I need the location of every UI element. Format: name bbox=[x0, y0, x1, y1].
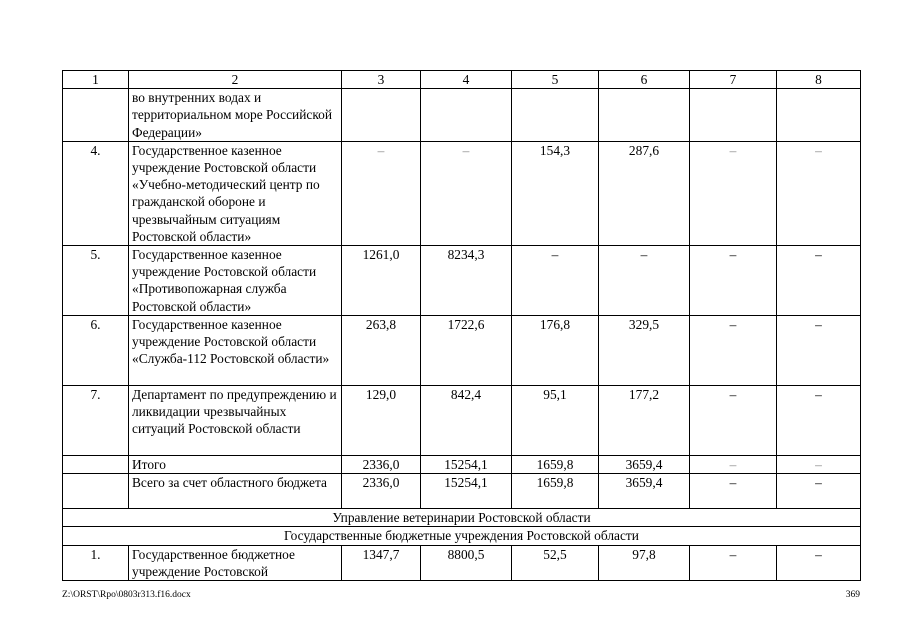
cell-col6: 177,2 bbox=[599, 386, 690, 456]
row-number bbox=[63, 474, 129, 509]
table-row-total bbox=[63, 456, 861, 474]
row-name: Государственное казенное учреждение Ростовской области «Учебно-методический центр по гражданской обороне и чрезвычайным ситуациям Ростовской области» bbox=[129, 141, 342, 245]
cell-col7: – bbox=[690, 316, 777, 386]
row-name: Департамент по предупреждению и ликвидации чрезвычайных ситуаций Ростовской области bbox=[129, 386, 342, 456]
cell-col3: – bbox=[342, 141, 421, 245]
cell-col4: 8800,5 bbox=[421, 545, 512, 580]
row-name: Государственное бюджетное учреждение Ростовской bbox=[129, 545, 342, 580]
row-name: Итого bbox=[129, 456, 342, 474]
cell-col7: – bbox=[690, 545, 777, 580]
section-row bbox=[63, 509, 861, 527]
header-row bbox=[63, 71, 861, 89]
header-cell: 1 bbox=[63, 71, 129, 89]
cell-col4: 842,4 bbox=[421, 386, 512, 456]
table-row bbox=[63, 316, 861, 386]
table-row bbox=[63, 545, 861, 580]
cell-col6: 287,6 bbox=[599, 141, 690, 245]
row-number: 5. bbox=[63, 246, 129, 316]
header-cell: 5 bbox=[512, 71, 599, 89]
table-row bbox=[63, 386, 861, 456]
header-cell: 7 bbox=[690, 71, 777, 89]
row-number: 1. bbox=[63, 545, 129, 580]
subsection-title: Государственные бюджетные учреждения Ростовской области bbox=[63, 527, 861, 545]
cell-col3: 1347,7 bbox=[342, 545, 421, 580]
row-number: 7. bbox=[63, 386, 129, 456]
cell-col8: – bbox=[777, 474, 861, 509]
subsection-row bbox=[63, 527, 861, 545]
row-number: 4. bbox=[63, 141, 129, 245]
cell-col8: – bbox=[777, 246, 861, 316]
budget-table bbox=[62, 70, 861, 581]
header-cell: 4 bbox=[421, 71, 512, 89]
cell-col3 bbox=[342, 89, 421, 142]
cell-col7 bbox=[690, 89, 777, 142]
cell-col8: – bbox=[777, 456, 861, 474]
table-row bbox=[63, 141, 861, 245]
header-cell: 2 bbox=[129, 71, 342, 89]
page-number: 369 bbox=[845, 590, 860, 600]
row-name: Государственное казенное учреждение Ростовской области «Служба-112 Ростовской области» bbox=[129, 316, 342, 386]
section-title: Управление ветеринарии Ростовской области bbox=[63, 509, 861, 527]
cell-col4 bbox=[421, 89, 512, 142]
cell-col7: – bbox=[690, 474, 777, 509]
cell-col5: 1659,8 bbox=[512, 456, 599, 474]
cell-col7: – bbox=[690, 246, 777, 316]
cell-col8: – bbox=[777, 316, 861, 386]
cell-col4: 15254,1 bbox=[421, 456, 512, 474]
cell-col3: 2336,0 bbox=[342, 474, 421, 509]
cell-col5: – bbox=[512, 246, 599, 316]
cell-col3: 129,0 bbox=[342, 386, 421, 456]
cell-col8: – bbox=[777, 141, 861, 245]
cell-col8 bbox=[777, 89, 861, 142]
cell-col5: 154,3 bbox=[512, 141, 599, 245]
cell-col6 bbox=[599, 89, 690, 142]
header-cell: 3 bbox=[342, 71, 421, 89]
table-row-grand-total bbox=[63, 474, 861, 509]
file-path: Z:\ORST\Rpo\0803r313.f16.docx bbox=[62, 590, 191, 600]
cell-col7: – bbox=[690, 386, 777, 456]
cell-col6: 3659,4 bbox=[599, 456, 690, 474]
cell-col3: 2336,0 bbox=[342, 456, 421, 474]
row-number bbox=[63, 89, 129, 142]
cell-col5 bbox=[512, 89, 599, 142]
cell-col7: – bbox=[690, 141, 777, 245]
cell-col7: – bbox=[690, 456, 777, 474]
row-name: Государственное казенное учреждение Ростовской области «Противопожарная служба Ростовской области» bbox=[129, 246, 342, 316]
row-name: во внутренних водах и территориальном море Российской Федерации» bbox=[129, 89, 342, 142]
cell-col6: 97,8 bbox=[599, 545, 690, 580]
cell-col5: 95,1 bbox=[512, 386, 599, 456]
cell-col6: – bbox=[599, 246, 690, 316]
cell-col8: – bbox=[777, 386, 861, 456]
row-name: Всего за счет областного бюджета bbox=[129, 474, 342, 509]
header-cell: 8 bbox=[777, 71, 861, 89]
cell-col8: – bbox=[777, 545, 861, 580]
cell-col6: 329,5 bbox=[599, 316, 690, 386]
table-row bbox=[63, 246, 861, 316]
cell-col5: 1659,8 bbox=[512, 474, 599, 509]
cell-col4: 1722,6 bbox=[421, 316, 512, 386]
table-row bbox=[63, 89, 861, 142]
row-number bbox=[63, 456, 129, 474]
cell-col6: 3659,4 bbox=[599, 474, 690, 509]
cell-col5: 176,8 bbox=[512, 316, 599, 386]
cell-col5: 52,5 bbox=[512, 545, 599, 580]
cell-col3: 1261,0 bbox=[342, 246, 421, 316]
cell-col3: 263,8 bbox=[342, 316, 421, 386]
cell-col4: 8234,3 bbox=[421, 246, 512, 316]
cell-col4: – bbox=[421, 141, 512, 245]
cell-col4: 15254,1 bbox=[421, 474, 512, 509]
header-cell: 6 bbox=[599, 71, 690, 89]
row-number: 6. bbox=[63, 316, 129, 386]
